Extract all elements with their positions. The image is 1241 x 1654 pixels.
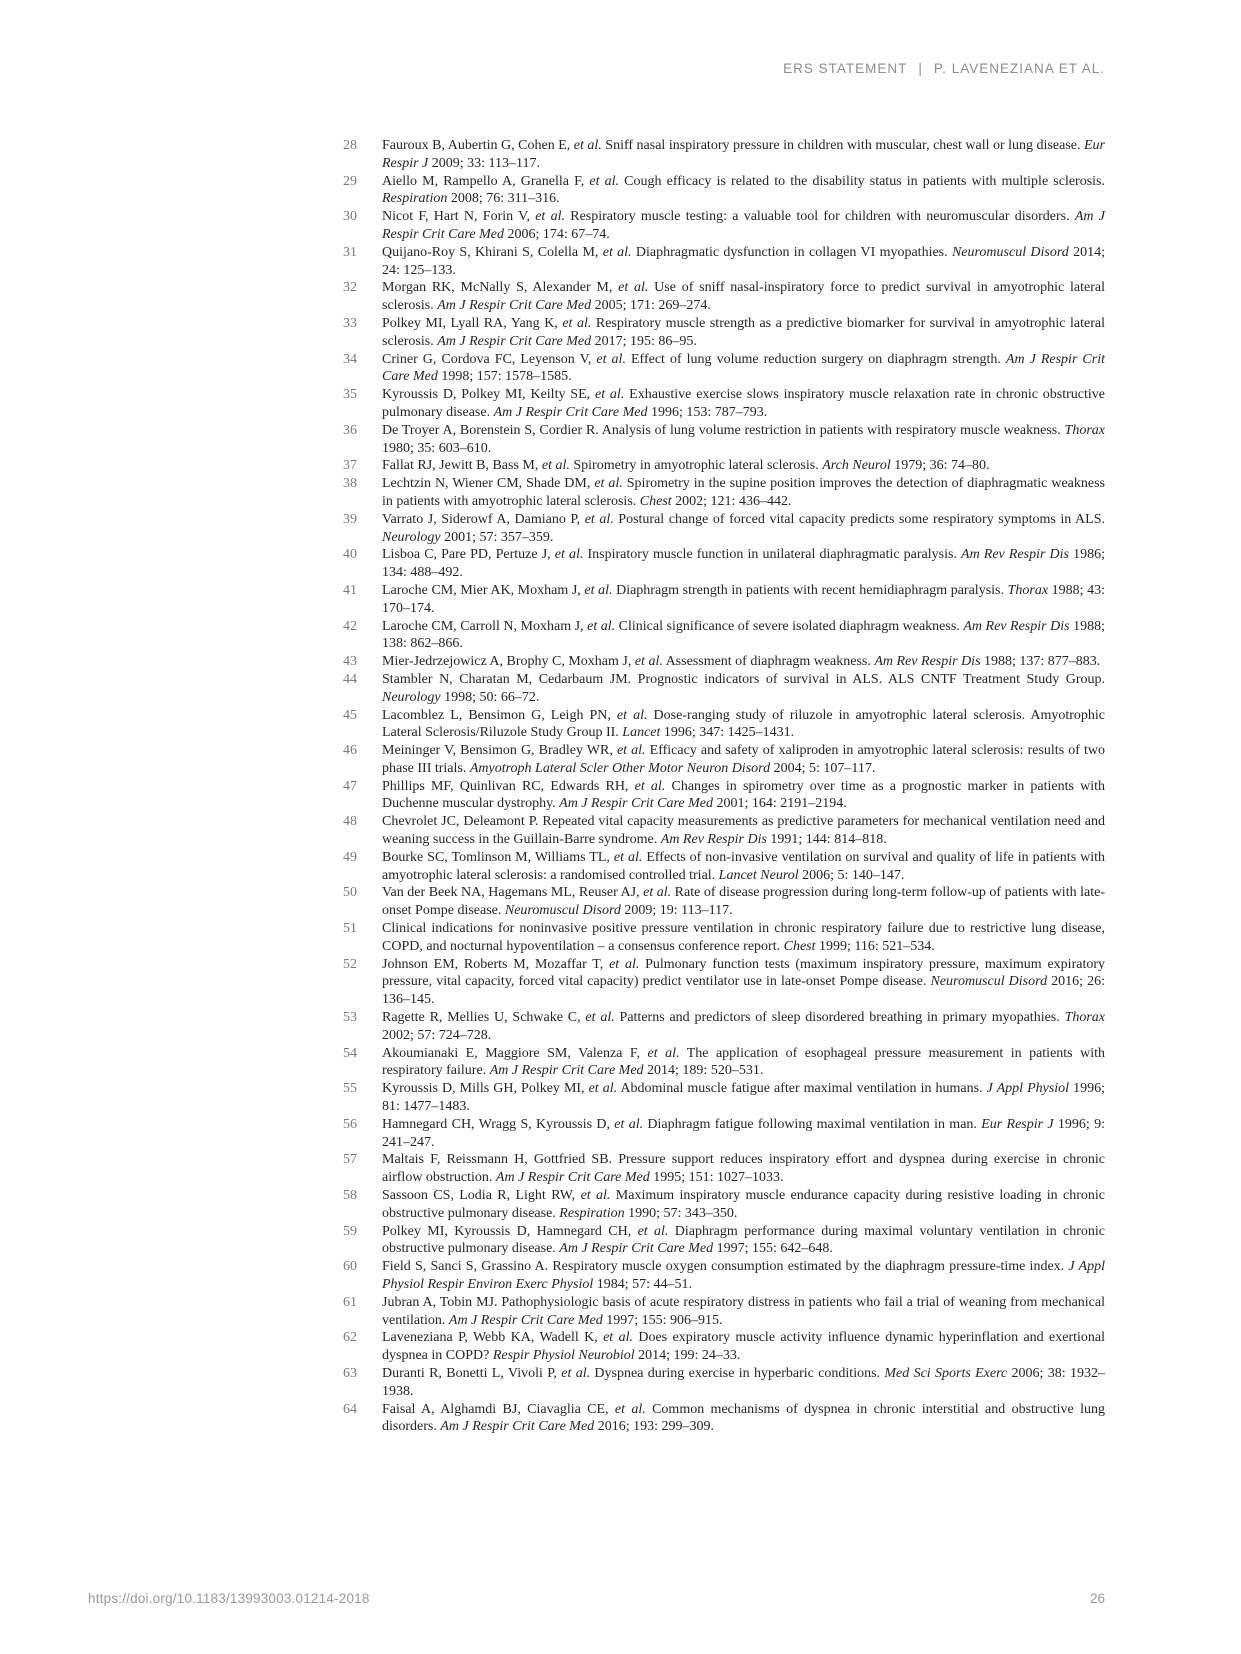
reference-plain-segment: Abdominal muscle fatigue after maximal ventilation in humans. [617, 1081, 987, 1097]
reference-text [382, 1151, 1105, 1187]
reference-italic-segment: et al. [588, 1081, 618, 1097]
reference-plain-segment: Common mechanisms of dyspnea in chronic interstitial and obstructive lung disorders. [382, 1401, 1106, 1435]
reference-plain-segment: Effect of lung volume reduction surgery on diaphragm strength. [625, 351, 1006, 367]
reference-number: 38 [343, 476, 357, 492]
reference-plain-segment: Assessment of diaphragm weakness. [662, 654, 875, 670]
reference-plain-segment: Polkey MI, Lyall RA, Yang K, [382, 315, 563, 331]
reference-italic-segment: Am Rev Respir Dis [963, 618, 1070, 634]
reference-italic-segment: et al. [634, 778, 666, 794]
reference-number: 39 [343, 511, 357, 527]
reference-plain-segment: Inspiratory muscle function in unilateral diaphragmatic paralysis. [583, 547, 962, 563]
reference-plain-segment: 1984; 57: 44–51. [593, 1277, 693, 1292]
reference-item [335, 742, 1105, 778]
reference-item [335, 1151, 1105, 1187]
reference-plain-segment: Chevrolet JC, Deleamont P. Repeated vital capacity measurements as predictive parameters for mechanical ventilation need and weaning success in the Guillain-Barre syndrome. [382, 814, 1105, 848]
reference-italic-segment: Am J Respir Crit Care Med [493, 404, 648, 420]
reference-plain-segment: 2009; 19: 113–117. [620, 903, 733, 919]
reference-italic-segment: Am J Respir Crit Care Med [489, 1063, 644, 1079]
reference-italic-segment: Am J Respir Crit Care Med [437, 298, 592, 314]
reference-italic-segment: Am J Respir Crit Care Med [440, 1419, 595, 1435]
reference-text [382, 1401, 1105, 1437]
reference-plain-segment: 2014; 24: 125–133. [382, 244, 1105, 278]
doi-link[interactable]: https://doi.org/10.1183/13993003.01214-2018 [88, 1591, 370, 1606]
reference-number: 37 [343, 458, 357, 474]
reference-plain-segment: 1988; 138: 862–866. [382, 618, 1105, 652]
reference-italic-segment: Neuromuscul Disord [504, 903, 621, 919]
reference-plain-segment: 2014; 199: 24–33. [634, 1348, 741, 1364]
reference-item [335, 1223, 1105, 1259]
reference-item [335, 457, 1105, 475]
reference-plain-segment: Effects of non-invasive ventilation on survival and quality of life in patients with amyotrophic lateral sclerosis: a randomised controlled trial. [382, 849, 1105, 883]
reference-plain-segment: Jubran A, Tobin MJ. Pathophysiologic basis of acute respiratory distress in patients who fail a trial of weaning from mechanical ventilation. [382, 1294, 1105, 1328]
reference-plain-segment: Dose-ranging study of riluzole in amyotrophic lateral sclerosis. Amyotrophic Lateral Sclerosis/Riluzole Study Group II. [382, 707, 1105, 741]
reference-italic-segment: Am J Respir Crit Care Med [382, 209, 1105, 242]
reference-plain-segment: Exhaustive exercise slows inspiratory muscle relaxation rate in chronic obstructive pulmonary disease. [382, 387, 1105, 420]
reference-item [335, 1080, 1105, 1116]
reference-plain-segment: 1998; 157: 1578–1585. [437, 369, 572, 385]
reference-item [335, 279, 1105, 315]
reference-number: 48 [343, 814, 357, 830]
reference-plain-segment: Clinical significance of severe isolated diaphragm weakness. [615, 618, 964, 634]
reference-plain-segment: Spirometry in amyotrophic lateral sclerosis. [569, 458, 823, 474]
reference-item [335, 1045, 1105, 1081]
reference-italic-segment: J Appl Physiol [986, 1081, 1070, 1097]
reference-plain-segment: 1995; 151: 1027–1033. [649, 1170, 784, 1186]
reference-italic-segment: et al. [584, 511, 614, 527]
reference-plain-segment: 2002; 121: 436–442. [671, 493, 792, 509]
reference-italic-segment: et al. [580, 1188, 611, 1204]
reference-plain-segment: Patterns and predictors of sleep disordered breathing in primary myopathies. [614, 1010, 1065, 1026]
reference-plain-segment: Nicot F, Hart N, Forin V, [382, 209, 536, 225]
reference-italic-segment: et al. [541, 458, 570, 474]
reference-plain-segment: De Troyer A, Borenstein S, Cordier R. Analysis of lung volume restriction in patients with respiratory muscle weakness. [382, 422, 1065, 438]
reference-item [335, 849, 1105, 885]
reference-plain-segment: Fallat RJ, Jewitt B, Bass M, [382, 458, 542, 474]
reference-italic-segment: et al. [561, 1365, 591, 1381]
reference-number: 44 [343, 671, 357, 687]
reference-italic-segment: Lancet [622, 725, 661, 741]
reference-italic-segment: Neuromuscul Disord [951, 244, 1069, 260]
reference-text [382, 778, 1105, 814]
reference-item [335, 475, 1105, 511]
running-header-authors: P. LAVENEZIANA ET AL. [933, 61, 1105, 76]
reference-number: 63 [343, 1365, 357, 1381]
reference-plain-segment: Sniff nasal inspiratory pressure in children with muscular, chest wall or lung disease. [601, 138, 1084, 153]
reference-italic-segment: Thorax [1064, 1010, 1106, 1026]
reference-text [382, 173, 1105, 209]
reference-item [335, 1365, 1105, 1401]
reference-list [335, 137, 1105, 1436]
reference-item [335, 244, 1105, 280]
reference-number: 57 [343, 1152, 357, 1168]
reference-italic-segment: Am J Respir Crit Care Med [382, 351, 1105, 385]
reference-plain-segment: Ragette R, Mellies U, Schwake C, [382, 1010, 586, 1026]
reference-plain-segment: 1996; 9: 241–247. [382, 1116, 1106, 1150]
reference-item [335, 1116, 1105, 1152]
reference-item [335, 1329, 1105, 1365]
reference-number: 53 [343, 1010, 357, 1026]
reference-italic-segment: et al. [602, 244, 632, 260]
running-header-journal: ERS STATEMENT [783, 61, 908, 76]
reference-italic-segment: et al. [647, 1045, 680, 1061]
reference-number: 45 [343, 707, 357, 723]
reference-italic-segment: et al. [573, 138, 602, 153]
reference-italic-segment: Am J Respir Crit Care Med [437, 333, 592, 349]
reference-plain-segment: 2006; 38: 1932–1938. [382, 1365, 1105, 1399]
reference-plain-segment: 1979; 36: 74–80. [890, 458, 990, 474]
reference-text [382, 707, 1105, 743]
reference-plain-segment: Morgan RK, McNally S, Alexander M, [382, 280, 619, 296]
reference-plain-segment: 1990; 57: 343–350. [624, 1205, 738, 1221]
reference-plain-segment: Does expiratory muscle activity influence dynamic hyperinflation and exertional dyspnea in COPD? [382, 1330, 1106, 1364]
reference-italic-segment: Am Rev Respir Dis [961, 547, 1069, 563]
reference-plain-segment: 1996; 347: 1425–1431. [660, 725, 795, 741]
reference-item [335, 351, 1105, 387]
reference-plain-segment: 1999; 116: 521–534. [815, 938, 935, 954]
reference-plain-segment: The application of esophageal pressure measurement in patients with respiratory failure. [382, 1045, 1105, 1079]
reference-number: 58 [343, 1188, 357, 1204]
reference-plain-segment: Pulmonary function tests (maximum inspiratory pressure, maximum expiratory pressure, vital capacity, forced vital capacity) predict ventilator use in late-onset Pompe disease. [382, 956, 1105, 990]
reference-italic-segment: et al. [535, 209, 565, 225]
reference-text [382, 351, 1105, 387]
reference-italic-segment: Neuromuscul Disord [930, 974, 1048, 990]
reference-italic-segment: Am J Respir Crit Care Med [559, 796, 714, 812]
reference-italic-segment: Lancet Neurol [718, 867, 799, 883]
reference-plain-segment: 2016; 26: 136–145. [382, 974, 1105, 1008]
reference-text [382, 1045, 1105, 1081]
reference-text [382, 546, 1105, 582]
reference-italic-segment: et al. [614, 1401, 646, 1417]
reference-text [382, 511, 1105, 547]
reference-number: 60 [343, 1259, 357, 1275]
reference-italic-segment: Am Rev Respir Dis [874, 654, 981, 670]
reference-number: 64 [343, 1401, 357, 1417]
reference-italic-segment: et al. [587, 618, 616, 634]
reference-plain-segment: Cough efficacy is related to the disability status in patients with multiple sclerosis. [619, 173, 1106, 189]
reference-plain-segment: Diaphragm fatigue following maximal ventilation in man. [643, 1116, 982, 1132]
reference-italic-segment: Am J Respir Crit Care Med [559, 1241, 714, 1257]
reference-plain-segment: Laroche CM, Mier AK, Moxham J, [382, 582, 585, 598]
reference-plain-segment: Van der Beek NA, Hagemans ML, Reuser AJ, [382, 885, 644, 901]
reference-italic-segment: et al. [613, 849, 643, 865]
reference-plain-segment: Diaphragm performance during maximal voluntary ventilation in chronic obstructive pulmonary disease. [382, 1223, 1105, 1257]
reference-item [335, 511, 1105, 547]
reference-text [382, 742, 1105, 778]
reference-plain-segment: Kyroussis D, Mills GH, Polkey MI, [382, 1081, 589, 1097]
reference-item [335, 707, 1105, 743]
reference-item [335, 386, 1105, 422]
reference-item [335, 1294, 1105, 1330]
reference-italic-segment: Thorax [1007, 582, 1049, 598]
reference-italic-segment: et al. [634, 654, 663, 670]
reference-plain-segment: Dyspnea during exercise in hyperbaric conditions. [590, 1365, 885, 1381]
reference-italic-segment: Am J Respir Crit Care Med [448, 1312, 603, 1328]
reference-number: 41 [343, 582, 357, 598]
reference-plain-segment: Laroche CM, Carroll N, Moxham J, [382, 618, 588, 634]
reference-plain-segment: Maltais F, Reissmann H, Gottfried SB. Pressure support reduces inspiratory effort and dyspnea during exercise in chronic airflow obstruction. [382, 1152, 1105, 1186]
reference-text [382, 1116, 1105, 1152]
reference-italic-segment: et al. [616, 743, 646, 759]
reference-plain-segment: Aiello M, Rampello A, Granella F, [382, 173, 590, 189]
reference-text [382, 386, 1105, 422]
reference-plain-segment: 2008; 76: 311–316. [447, 191, 560, 207]
reference-plain-segment: Quijano-Roy S, Khirani S, Colella M, [382, 244, 603, 260]
reference-plain-segment: 2006; 5: 140–147. [798, 867, 905, 883]
reference-number: 30 [343, 209, 357, 225]
reference-plain-segment: 2004; 5: 107–117. [770, 760, 876, 776]
reference-text [382, 1187, 1105, 1223]
reference-italic-segment: et al. [596, 351, 626, 367]
reference-italic-segment: et al. [603, 1330, 633, 1346]
reference-text [382, 1223, 1105, 1259]
reference-text [382, 457, 1105, 475]
reference-item [335, 671, 1105, 707]
reference-item [335, 778, 1105, 814]
reference-item [335, 956, 1105, 1009]
reference-number: 32 [343, 280, 357, 296]
reference-number: 40 [343, 547, 357, 563]
reference-item [335, 137, 1105, 173]
reference-italic-segment: Am Rev Respir Dis [660, 832, 767, 848]
reference-plain-segment: Respiratory muscle testing: a valuable tool for children with neuromuscular disorders. [564, 209, 1075, 225]
reference-text [382, 849, 1105, 885]
reference-text [382, 1365, 1105, 1401]
reference-number: 33 [343, 315, 357, 331]
reference-italic-segment: Am J Respir Crit Care Med [495, 1170, 650, 1186]
reference-number: 51 [343, 921, 357, 937]
reference-text [382, 1009, 1105, 1045]
reference-number: 52 [343, 956, 357, 972]
reference-italic-segment: et al. [562, 315, 592, 331]
reference-plain-segment: Rate of disease progression during long-term follow-up of patients with late-onset Pompe disease. [382, 885, 1105, 919]
reference-item [335, 1258, 1105, 1294]
reference-plain-segment: Use of sniff nasal-inspiratory force to predict survival in amyotrophic lateral sclerosis. [382, 280, 1105, 314]
reference-item [335, 920, 1105, 956]
reference-text [382, 137, 1105, 173]
reference-plain-segment: Diaphragm strength in patients with recent hemidiaphragm paralysis. [612, 582, 1008, 598]
reference-italic-segment: et al. [585, 1010, 615, 1026]
reference-italic-segment: Chest [783, 938, 816, 954]
reference-plain-segment: 2016; 193: 299–309. [594, 1419, 714, 1435]
reference-plain-segment: Respiratory muscle strength as a predictive biomarker for survival in amyotrophic lateral sclerosis. [382, 315, 1106, 349]
reference-plain-segment: Field S, Sanci S, Grassino A. Respiratory muscle oxygen consumption estimated by the diaphragm pressure-time index. [382, 1259, 1069, 1275]
reference-italic-segment: Respir Physiol Neurobiol [492, 1348, 635, 1364]
reference-number: 35 [343, 387, 357, 403]
reference-number: 46 [343, 743, 357, 759]
reference-number: 42 [343, 618, 357, 634]
reference-plain-segment: 1996; 153: 787–793. [647, 404, 768, 420]
reference-item [335, 582, 1105, 618]
reference-text [382, 920, 1105, 956]
reference-plain-segment: 1988; 43: 170–174. [382, 582, 1106, 616]
reference-text [382, 653, 1105, 671]
reference-plain-segment: Sassoon CS, Lodia R, Light RW, [382, 1188, 581, 1204]
reference-plain-segment: Lechtzin N, Wiener CM, Shade DM, [382, 476, 595, 492]
reference-plain-segment: 2006; 174: 67–74. [503, 226, 610, 242]
reference-text [382, 279, 1105, 315]
reference-item [335, 618, 1105, 654]
reference-italic-segment: et al. [609, 956, 640, 972]
reference-italic-segment: Thorax [1064, 422, 1105, 438]
reference-italic-segment: et al. [594, 387, 625, 403]
reference-number: 55 [343, 1081, 357, 1097]
reference-italic-segment: Med Sci Sports Exerc [884, 1365, 1008, 1381]
reference-plain-segment: Phillips MF, Quinlivan RC, Edwards RH, [382, 778, 635, 794]
reference-number: 56 [343, 1116, 357, 1132]
reference-plain-segment: Efficacy and safety of xaliproden in amyotrophic lateral sclerosis: results of two phase III trials. [382, 743, 1105, 776]
reference-text [382, 671, 1105, 707]
reference-plain-segment: Diaphragmatic dysfunction in collagen VI myopathies. [631, 244, 952, 260]
reference-item [335, 173, 1105, 209]
reference-plain-segment: Spirometry in the supine position improves the detection of diaphragmatic weakness in patients with amyotrophic lateral sclerosis. [382, 476, 1105, 509]
reference-plain-segment: Mier-Jedrzejowicz A, Brophy C, Moxham J, [382, 654, 635, 670]
reference-number: 36 [343, 422, 357, 438]
reference-text [382, 475, 1105, 511]
reference-item [335, 546, 1105, 582]
reference-plain-segment: 1980; 35: 603–610. [382, 440, 492, 456]
reference-plain-segment: Johnson EM, Roberts M, Mozaffar T, [382, 956, 610, 972]
reference-item [335, 1009, 1105, 1045]
reference-plain-segment: Kyroussis D, Polkey MI, Keilty SE, [382, 387, 595, 403]
reference-plain-segment: Lacomblez L, Bensimon G, Leigh PN, [382, 707, 617, 723]
reference-text [382, 1080, 1105, 1116]
reference-number: 54 [343, 1045, 357, 1061]
reference-plain-segment: 1998; 50: 66–72. [440, 689, 540, 705]
reference-italic-segment: et al. [584, 582, 613, 598]
reference-number: 43 [343, 654, 357, 670]
reference-text [382, 1329, 1105, 1365]
reference-plain-segment: Faisal A, Alghamdi BJ, Ciavaglia CE, [382, 1401, 615, 1417]
reference-italic-segment: Arch Neurol [822, 458, 891, 474]
reference-text [382, 813, 1105, 849]
reference-text [382, 956, 1105, 1009]
reference-number: 34 [343, 351, 357, 367]
reference-plain-segment: Varrato J, Siderowf A, Damiano P, [382, 511, 585, 527]
reference-plain-segment: Fauroux B, Aubertin G, Cohen E, [382, 138, 574, 153]
reference-plain-segment: Hamnegard CH, Wragg S, Kyroussis D, [382, 1116, 615, 1132]
reference-text [382, 884, 1105, 920]
reference-number: 59 [343, 1223, 357, 1239]
reference-plain-segment: Duranti R, Bonetti L, Vivoli P, [382, 1365, 562, 1381]
reference-number: 28 [343, 138, 357, 153]
reference-number: 49 [343, 849, 357, 865]
reference-italic-segment: et al. [614, 1116, 644, 1132]
reference-number: 62 [343, 1330, 357, 1346]
reference-italic-segment: Eur Respir J [382, 138, 1105, 171]
reference-italic-segment: Eur Respir J [981, 1116, 1054, 1132]
reference-item [335, 422, 1105, 458]
reference-plain-segment: 2014; 189: 520–531. [643, 1063, 764, 1079]
running-header-separator: | [918, 61, 923, 76]
reference-plain-segment: Laveneziana P, Webb KA, Wadell K, [382, 1330, 604, 1346]
reference-item [335, 315, 1105, 351]
reference-plain-segment: Clinical indications for noninvasive positive pressure ventilation in chronic respiratory failure due to restrictive lung disease, COPD, and nocturnal hypoventilation – a consensus conference report. [382, 921, 1105, 954]
reference-italic-segment: J Appl Physiol Respir Environ Exerc Physiol [382, 1259, 1105, 1292]
reference-plain-segment: Stambler N, Charatan M, Cedarbaum JM. Prognostic indicators of survival in ALS. ALS CNTF Treatment Study Group. [382, 671, 1105, 687]
reference-plain-segment: Criner G, Cordova FC, Leyenson V, [382, 351, 597, 367]
reference-plain-segment: Akoumianaki E, Maggiore SM, Valenza F, [382, 1045, 648, 1061]
reference-plain-segment: 1997; 155: 906–915. [602, 1312, 723, 1328]
reference-text [382, 1294, 1105, 1330]
reference-plain-segment: Meininger V, Bensimon G, Bradley WR, [382, 743, 617, 759]
page-number: 26 [1089, 1591, 1105, 1606]
reference-text [382, 582, 1105, 618]
reference-text [382, 422, 1105, 458]
reference-text [382, 244, 1105, 280]
reference-plain-segment: 2001; 57: 357–359. [440, 529, 554, 545]
reference-item [335, 208, 1105, 244]
reference-italic-segment: et al. [643, 885, 672, 901]
reference-text [382, 315, 1105, 351]
reference-number: 61 [343, 1294, 357, 1310]
reference-plain-segment: Bourke SC, Tomlinson M, Williams TL, [382, 849, 614, 865]
reference-italic-segment: Respiration [559, 1205, 625, 1221]
reference-italic-segment: et al. [637, 1223, 669, 1239]
reference-italic-segment: Neurology [382, 529, 441, 545]
reference-plain-segment: 1997; 155: 642–648. [713, 1241, 833, 1257]
reference-item [335, 653, 1105, 671]
reference-plain-segment: 2001; 164: 2191–2194. [713, 796, 847, 812]
reference-plain-segment: 2017; 195: 86–95. [591, 333, 697, 349]
reference-italic-segment: Chest [639, 493, 672, 509]
reference-text [382, 1258, 1105, 1294]
reference-plain-segment: 1996; 81: 1477–1483. [382, 1081, 1105, 1115]
reference-italic-segment: et al. [616, 707, 648, 723]
reference-italic-segment: Neurology [382, 689, 441, 705]
reference-text [382, 208, 1105, 244]
reference-item [335, 1401, 1105, 1437]
reference-plain-segment: 1991; 144: 814–818. [766, 832, 887, 848]
reference-italic-segment: Amyotroph Lateral Scler Other Motor Neuron Disord [469, 760, 771, 776]
running-header [783, 61, 1105, 76]
reference-plain-segment: Polkey MI, Kyroussis D, Hamnegard CH, [382, 1223, 638, 1239]
reference-item [335, 884, 1105, 920]
reference-number: 50 [343, 885, 357, 901]
reference-item [335, 813, 1105, 849]
reference-plain-segment: 1988; 137: 877–883. [980, 654, 1101, 670]
reference-text [382, 618, 1105, 654]
reference-italic-segment: Respiration [382, 191, 448, 207]
reference-italic-segment: et al. [554, 547, 584, 563]
reference-plain-segment: 1986; 134: 488–492. [382, 547, 1105, 581]
reference-italic-segment: et al. [618, 280, 649, 296]
reference-plain-segment: Lisboa C, Pare PD, Pertuze J, [382, 547, 555, 563]
reference-plain-segment: 2005; 171: 269–274. [591, 298, 711, 314]
reference-plain-segment: Maximum inspiratory muscle endurance capacity during resistive loading in chronic obstructive pulmonary disease. [382, 1188, 1105, 1221]
reference-number: 31 [343, 244, 357, 260]
reference-plain-segment: Changes in spirometry over time as a prognostic marker in patients with Duchenne muscular dystrophy. [382, 778, 1105, 812]
reference-italic-segment: et al. [589, 173, 620, 189]
reference-italic-segment: et al. [594, 476, 623, 492]
reference-number: 29 [343, 173, 357, 189]
reference-item [335, 1187, 1105, 1223]
reference-number: 47 [343, 778, 357, 794]
reference-plain-segment: Postural change of forced vital capacity predicts some respiratory symptoms in ALS. [613, 511, 1105, 527]
reference-plain-segment: 2002; 57: 724–728. [382, 1027, 492, 1043]
reference-plain-segment: 2009; 33: 113–117. [428, 155, 541, 171]
